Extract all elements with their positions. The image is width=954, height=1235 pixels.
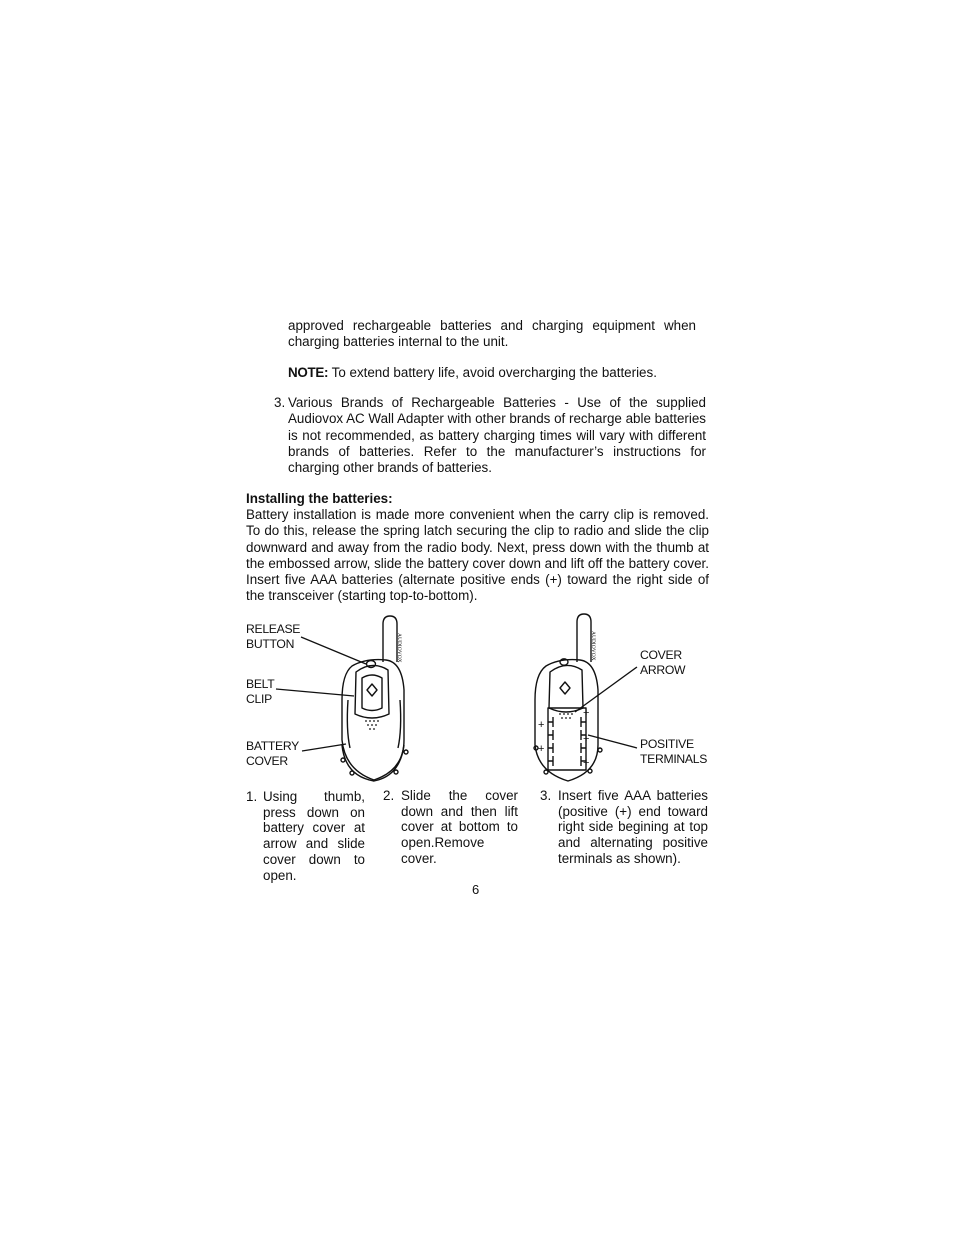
note-label: NOTE: [288,365,329,380]
page-number: 6 [472,882,480,897]
brand-mark-2: AUDIOVOX [590,631,596,661]
brand-mark-1: AUDIOVOX [396,633,402,663]
step-2 [383,788,518,867]
step-3 [540,788,708,867]
label-cover-arrow: COVER ARROW [640,648,686,677]
step-number: 3. [540,788,552,803]
plus-sign: + [583,757,590,769]
step-text: Insert five AAA batteries (positive (+) end toward right side begining at top and alternating positive terminals as shown). [558,788,708,866]
section-heading: Installing the batteries: [246,491,393,506]
leader-positive-terminals [588,735,637,748]
antenna-2 [577,614,591,662]
label-release-button: RELEASE BUTTON [246,622,301,651]
label-positive-terminals: POSITIVE TERMINALS [640,737,708,766]
plus-sign: + [538,743,545,755]
leader-cover-arrow [575,667,637,712]
step-number: 2. [383,788,395,803]
plus-sign: + [583,707,590,719]
step-number: 1. [246,789,258,804]
list-item-number: 3. [274,395,286,410]
section-body: Battery installation is made more convenient when the carry clip is removed. To do this, release the spring latch securing the clip to radio and slide the clip downward and away from the radio body. Next, press down with the thumb at the embossed arrow, slide the battery cover down and lift off the battery cover. Insert five AAA batteries (alternate positive ends (+) toward the right side of the transceiver (starting top-to-bottom). [246,507,709,604]
paragraph-approved-batteries: approved rechargeable batteries and charging equipment when charging batteries internal to the unit. [288,318,696,350]
label-battery-cover: BATTERY COVER [246,739,299,768]
plus-sign: + [583,733,590,745]
step-text: Slide the cover down and then lift cover at bottom to open.Remove cover. [401,788,518,866]
label-belt-clip: BELT CLIP [246,677,275,706]
note-text: To extend battery life, avoid overcharging the batteries. [328,365,657,380]
plus-sign: + [538,719,545,731]
list-item-text: Various Brands of Rechargeable Batteries - Use of the supplied Audiovox AC Wall Adapter with other brands of recharge able batteries is not recommended, as battery charging times will vary with different brands of batteries. Refer to the manufacturer’s instructions for charging other brands of batteries. [288,395,706,476]
step-1 [246,789,365,883]
step-text: Using thumb, press down on battery cover at arrow and slide cover down to open. [263,789,365,883]
